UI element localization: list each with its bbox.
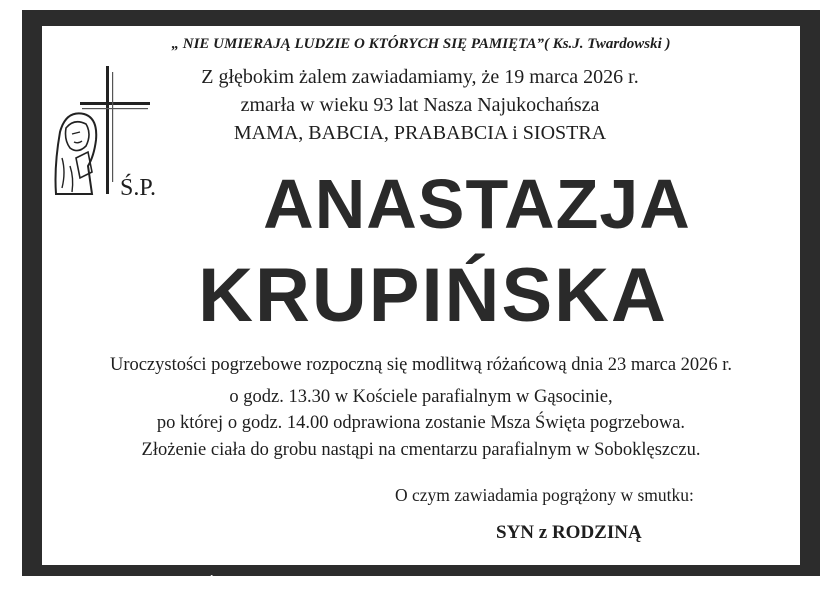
- sp-prefix: Ś.P.: [120, 175, 157, 201]
- announcement-line-1: Z głębokim żalem zawiadamiamy, że 19 marca 2026 r.: [201, 66, 639, 88]
- sorrow-line: O czym zawiadamia pogrążony w smutku:: [395, 485, 694, 505]
- deceased-first-name: ANASTAZJA: [263, 165, 691, 243]
- ceremony-line-2: o godz. 13.30 w Kościele parafialnym w Gąsocinie,: [229, 387, 613, 407]
- obituary-panel: [42, 26, 800, 565]
- ceremony-line-1: Uroczystości pogrzebowe rozpoczną się modlitwą różańcową dnia 23 marca 2026 r.: [109, 355, 733, 375]
- motto-quote: „ NIE UMIERAJĄ LUDZIE O KTÓRYCH SIĘ PAMIĘTA”( Ks.J. Twardowski ): [171, 36, 671, 52]
- deceased-last-name: KRUPIŃSKA: [198, 253, 668, 338]
- ceremony-line-3: po której o godz. 14.00 odprawiona zostanie Msza Święta pogrzebowa.: [156, 413, 686, 433]
- printer-footer: DRUK: Z.U.P. "HADES" R.Żurawski tel. 023 672 14 88, 662 198 820: [40, 575, 447, 590]
- family-signature: SYN z RODZINĄ: [496, 522, 642, 543]
- announcement-line-3: MAMA, BABCIA, PRABABCIA i SIOSTRA: [233, 122, 607, 144]
- ceremony-line-4: Złożenie ciała do grobu nastąpi na cmentarzu parafialnym w Soboklęszczu.: [141, 440, 701, 460]
- announcement-line-2: zmarła w wieku 93 lat Nasza Najukochańsza: [240, 94, 600, 116]
